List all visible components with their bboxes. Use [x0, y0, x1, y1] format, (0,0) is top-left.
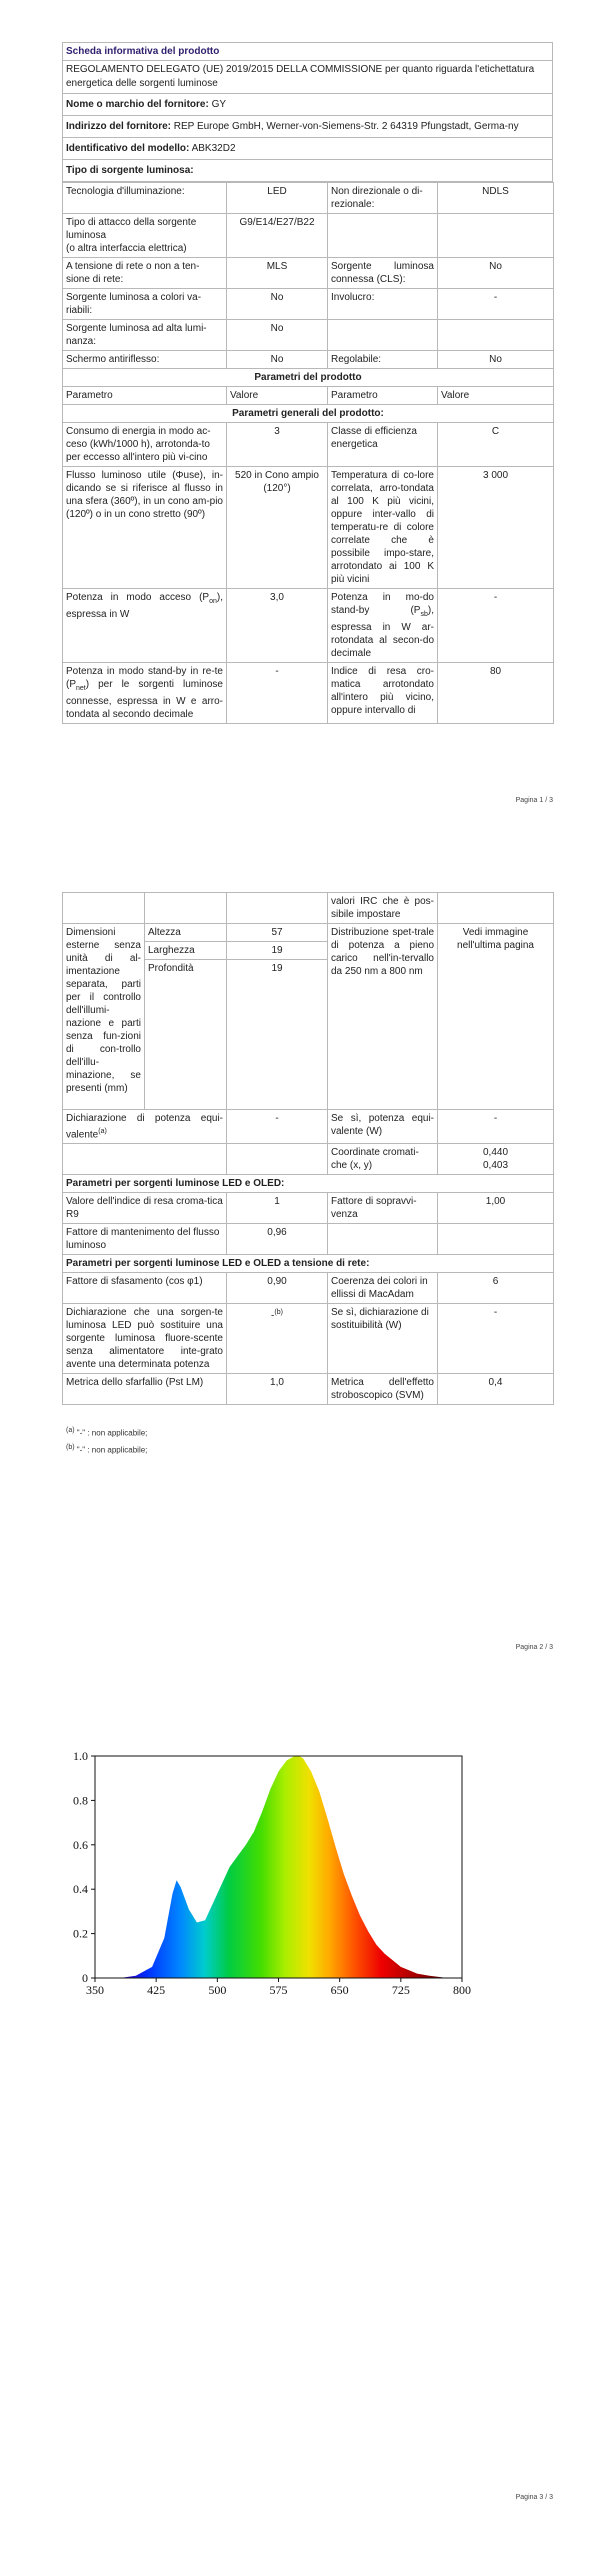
mains-value: MLS: [227, 258, 328, 289]
y-tick-label: 0: [82, 1971, 88, 1985]
pf-label: Fattore di sfasamento (cos φ1): [63, 1273, 227, 1304]
flux-label: Flusso luminoso utile (Φuse), in-dicando se si riferisce al flusso in una sfera (360º), in un cono am-pio (120º) o in un cono stretto (90º): [63, 467, 227, 589]
x-tick-label: 575: [269, 1983, 288, 1997]
supplier-value: GY: [211, 99, 227, 110]
eqw-value: -: [438, 1110, 554, 1144]
cap-label: Tipo di attacco della sorgente luminosa (o altra interfaccia elettrica): [63, 214, 227, 258]
flicker-label: Metrica dello sfarfallio (Pst LM): [63, 1374, 227, 1405]
width-value: 19: [227, 942, 328, 960]
x-tick-label: 800: [453, 1983, 471, 1997]
pnet-value: -: [227, 663, 328, 724]
envelope-value: -: [438, 289, 554, 320]
repw-value: -: [438, 1304, 554, 1374]
source-type-heading: Tipo di sorgente luminosa:: [63, 160, 553, 182]
cct-value: 3 000: [438, 467, 554, 589]
tech-value: LED: [227, 183, 328, 214]
y-tick-label: 1.0: [73, 1749, 88, 1763]
x-tick-label: 650: [330, 1983, 349, 1997]
y-tick-label: 0.2: [73, 1926, 88, 1941]
svm-label: Metrica dell'effetto stroboscopico (SVM): [328, 1374, 438, 1405]
height-value: 57: [227, 924, 328, 942]
chroma-label: Coordinate cromati-che (x, y): [328, 1144, 438, 1175]
product-params-heading: Parametri del prodotto: [63, 369, 554, 387]
led-params-heading: Parametri per sorgenti luminose LED e OLED:: [63, 1175, 554, 1193]
height-label: Altezza: [145, 924, 227, 942]
regulation-text: REGOLAMENTO DELEGATO (UE) 2019/2015 DELLA COMMISSIONE per quanto riguarda l'etichettatura energetica delle sorgenti luminose: [63, 61, 553, 94]
macadam-value: 6: [438, 1273, 554, 1304]
energy-value: 3: [227, 423, 328, 467]
nondir-value: NDLS: [438, 183, 554, 214]
spd-label: Distribuzione spet-trale di potenza a pieno carico nell'in-tervallo da 250 nm a 800 nm: [328, 924, 438, 1110]
class-label: Classe di efficienza energetica: [328, 423, 438, 467]
eqp-label: Dichiarazione di potenza equi-valente$^{(a)}$: [63, 1110, 227, 1144]
pf-value: 0,90: [227, 1273, 328, 1304]
svm-value: 0,4: [438, 1374, 554, 1405]
psb-value: -: [438, 589, 554, 663]
cri-label-continued: valori IRC che è pos-sibile impostare: [328, 893, 438, 924]
x-tick-label: 350: [86, 1983, 104, 1997]
cls-label: Sorgente luminosa connessa (CLS):: [328, 258, 438, 289]
colour-label: Sorgente luminosa a colori va-riabili:: [63, 289, 227, 320]
width-label: Larghezza: [145, 942, 227, 960]
page-number: Pagina 1 / 3: [515, 797, 553, 804]
column-header: Valore: [227, 387, 328, 405]
depth-value: 19: [227, 960, 328, 1110]
page-title: Scheda informativa del prodotto: [63, 43, 553, 61]
pon-value: 3,0: [227, 589, 328, 663]
repw-label: Se sì, dichiarazione di sostituibilità (W): [328, 1304, 438, 1374]
supplier-label: Nome o marchio del fornitore:: [66, 99, 209, 110]
spectrum-area: [119, 1756, 445, 1978]
footnote-b: $^{(b)}$ "-" : non applicabile;: [66, 1443, 148, 1455]
macadam-label: Coerenza dei colori in ellissi di MacAdam: [328, 1273, 438, 1304]
cri-value: 80: [438, 663, 554, 724]
lm-label: Fattore di mantenimento del flusso luminoso: [63, 1224, 227, 1255]
eqp-value: -: [227, 1110, 328, 1144]
general-params-heading: Parametri generali del prodotto:: [63, 405, 554, 423]
class-value: C: [438, 423, 554, 467]
column-header: Parametro: [328, 387, 438, 405]
y-tick-label: 0.6: [73, 1837, 88, 1852]
r9-value: 1: [227, 1193, 328, 1224]
y-tick-label: 0.4: [73, 1882, 88, 1897]
mains-label: A tensione di rete o non a ten-sione di rete:: [63, 258, 227, 289]
lm-value: 0,96: [227, 1224, 328, 1255]
dims-label: Dimensioni esterne senza unità di al-imentazione separata, parti per il controllo dell'illumi-nazione e parti senza fun-zioni di con-trollo dell'illu-minazione, se presenti (mm): [63, 924, 145, 1110]
retro-value: -$^{(b)}$: [227, 1304, 328, 1374]
model-value: ABK32D2: [191, 143, 236, 154]
energy-label: Consumo di energia in modo ac-ceso (kWh/1000 h), arrotonda-to per eccesso all'intero più vi-cino: [63, 423, 227, 467]
eqw-label: Se sì, potenza equi-valente (W): [328, 1110, 438, 1144]
r9-label: Valore dell'indice di resa croma-tica R9: [63, 1193, 227, 1224]
address-value: REP Europe GmbH, Werner-von-Siemens-Str. 2 64319 Pfungstadt, Germa-ny: [173, 121, 519, 132]
x-tick-label: 725: [391, 1983, 410, 1997]
address-label: Indirizzo del fornitore:: [66, 121, 171, 132]
retro-label: Dichiarazione che una sorgen-te luminosa LED può sostituire una sorgente luminosa fluore-scente senza alimentatore inte-grato avente una determinata potenza: [63, 1304, 227, 1374]
chroma-y: 0,403: [482, 1160, 509, 1172]
page-number: Pagina 2 / 3: [515, 1644, 553, 1651]
page-number: Pagina 3 / 3: [515, 2494, 553, 2501]
spectral-distribution-chart: [0, 1740, 615, 2000]
column-header: Valore: [438, 387, 554, 405]
cri-label: Indice di resa cro-matica arrotondato all'intero più vicino, oppure intervallo di: [328, 663, 438, 724]
tech-label: Tecnologia d'illuminazione:: [63, 183, 227, 214]
dim-label: Regolabile:: [328, 351, 438, 369]
model-label: Identificativo del modello:: [66, 143, 190, 154]
cls-value: No: [438, 258, 554, 289]
dim-value: No: [438, 351, 554, 369]
psb-label: Potenza in mo-do stand-by $(P_{sb})$, espressa in W ar-rotondata al secon-do decimale: [328, 589, 438, 663]
x-tick-label: 425: [147, 1983, 166, 1997]
column-header: Parametro: [63, 387, 227, 405]
cap-value: G9/E14/E27/B22: [227, 214, 328, 258]
footnote-a: $^{(a)}$ "-" : non applicabile;: [66, 1427, 148, 1438]
pnet-label: Potenza in modo stand-by in re-te $(P_{net})$ per le sorgenti luminose connesse, espressa in W e arro-tondata al secondo decimale: [63, 663, 227, 724]
glare-value: No: [227, 351, 328, 369]
nondir-label: Non direzionale o di-rezionale:: [328, 183, 438, 214]
surv-value: 1,00: [438, 1193, 554, 1224]
spd-value: Vedi immagine nell'ultima pagina: [438, 924, 554, 1110]
pon-label: Potenza in modo acceso $(P_{on})$, espressa in W: [63, 589, 227, 663]
hl-label: Sorgente luminosa ad alta lumi-nanza:: [63, 320, 227, 351]
cct-label: Temperatura di co-lore correlata, arro-tondata al 100 K più vicini, oppure inter-vallo di temperatu-re di colore correlate che è possibile impo-stare, arrotondato ai 100 K più vicini: [328, 467, 438, 589]
surv-label: Fattore di sopravvi-venza: [328, 1193, 438, 1224]
glare-label: Schermo antiriflesso:: [63, 351, 227, 369]
colour-value: No: [227, 289, 328, 320]
chroma-x: 0,440: [482, 1147, 509, 1159]
led-mains-params-heading: Parametri per sorgenti luminose LED e OLED a tensione di rete:: [63, 1255, 554, 1273]
y-tick-label: 0.8: [73, 1793, 88, 1808]
flicker-value: 1,0: [227, 1374, 328, 1405]
depth-label: Profondità: [145, 960, 227, 1110]
envelope-label: Involucro:: [328, 289, 438, 320]
x-tick-label: 500: [208, 1983, 227, 1997]
flux-value: 520 in Cono ampio (120°): [227, 467, 328, 589]
hl-value: No: [227, 320, 328, 351]
